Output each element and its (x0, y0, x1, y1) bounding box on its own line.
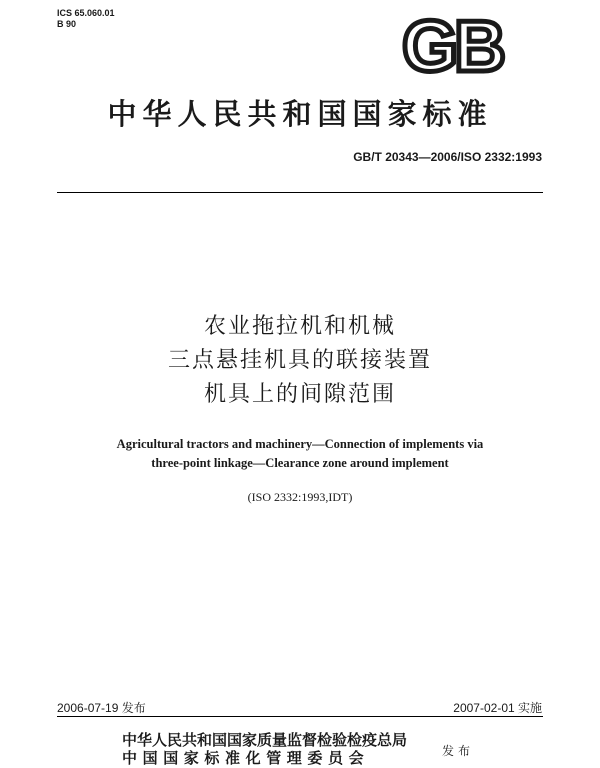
chinese-title-line-3: 机具上的间隙范围 (203, 382, 396, 407)
footer-divider (57, 716, 543, 717)
chinese-title (0, 310, 600, 412)
issuer-sac: 中国国家标准化管理委员会 (122, 749, 370, 767)
logo-text: GB (402, 14, 502, 76)
issuer-aqsiq: 中华人民共和国国家质量监督检验检疫总局 (122, 731, 408, 749)
gb-logo-icon (393, 14, 511, 76)
standard-code: GB/T 20343—2006/ISO 2332:1993 (353, 150, 542, 164)
standard-type-title: 中华人民共和国国家标准 (107, 97, 493, 131)
ics-code: ICS 65.060.01 (57, 8, 115, 18)
issue-date: 2006-07-19 发布 (57, 701, 146, 715)
publish-label: 发布 (442, 744, 475, 758)
ccs-code: B 90 (57, 19, 77, 29)
equivalence-note: (ISO 2332:1993,IDT) (247, 490, 353, 504)
chinese-title-line-1: 农业拖拉机和机械 (203, 314, 396, 339)
classification-block (57, 8, 115, 30)
issuing-authorities (122, 731, 407, 767)
chinese-title-line-2: 三点悬挂机具的联接装置 (167, 348, 432, 373)
english-title-line-1: Agricultural tractors and machinery—Connection of implements via (116, 437, 484, 451)
english-title (0, 435, 600, 473)
header-divider (57, 192, 543, 193)
english-title-line-2: three-point linkage—Clearance zone around implement (151, 456, 449, 470)
effective-date: 2007-02-01 实施 (453, 701, 542, 715)
